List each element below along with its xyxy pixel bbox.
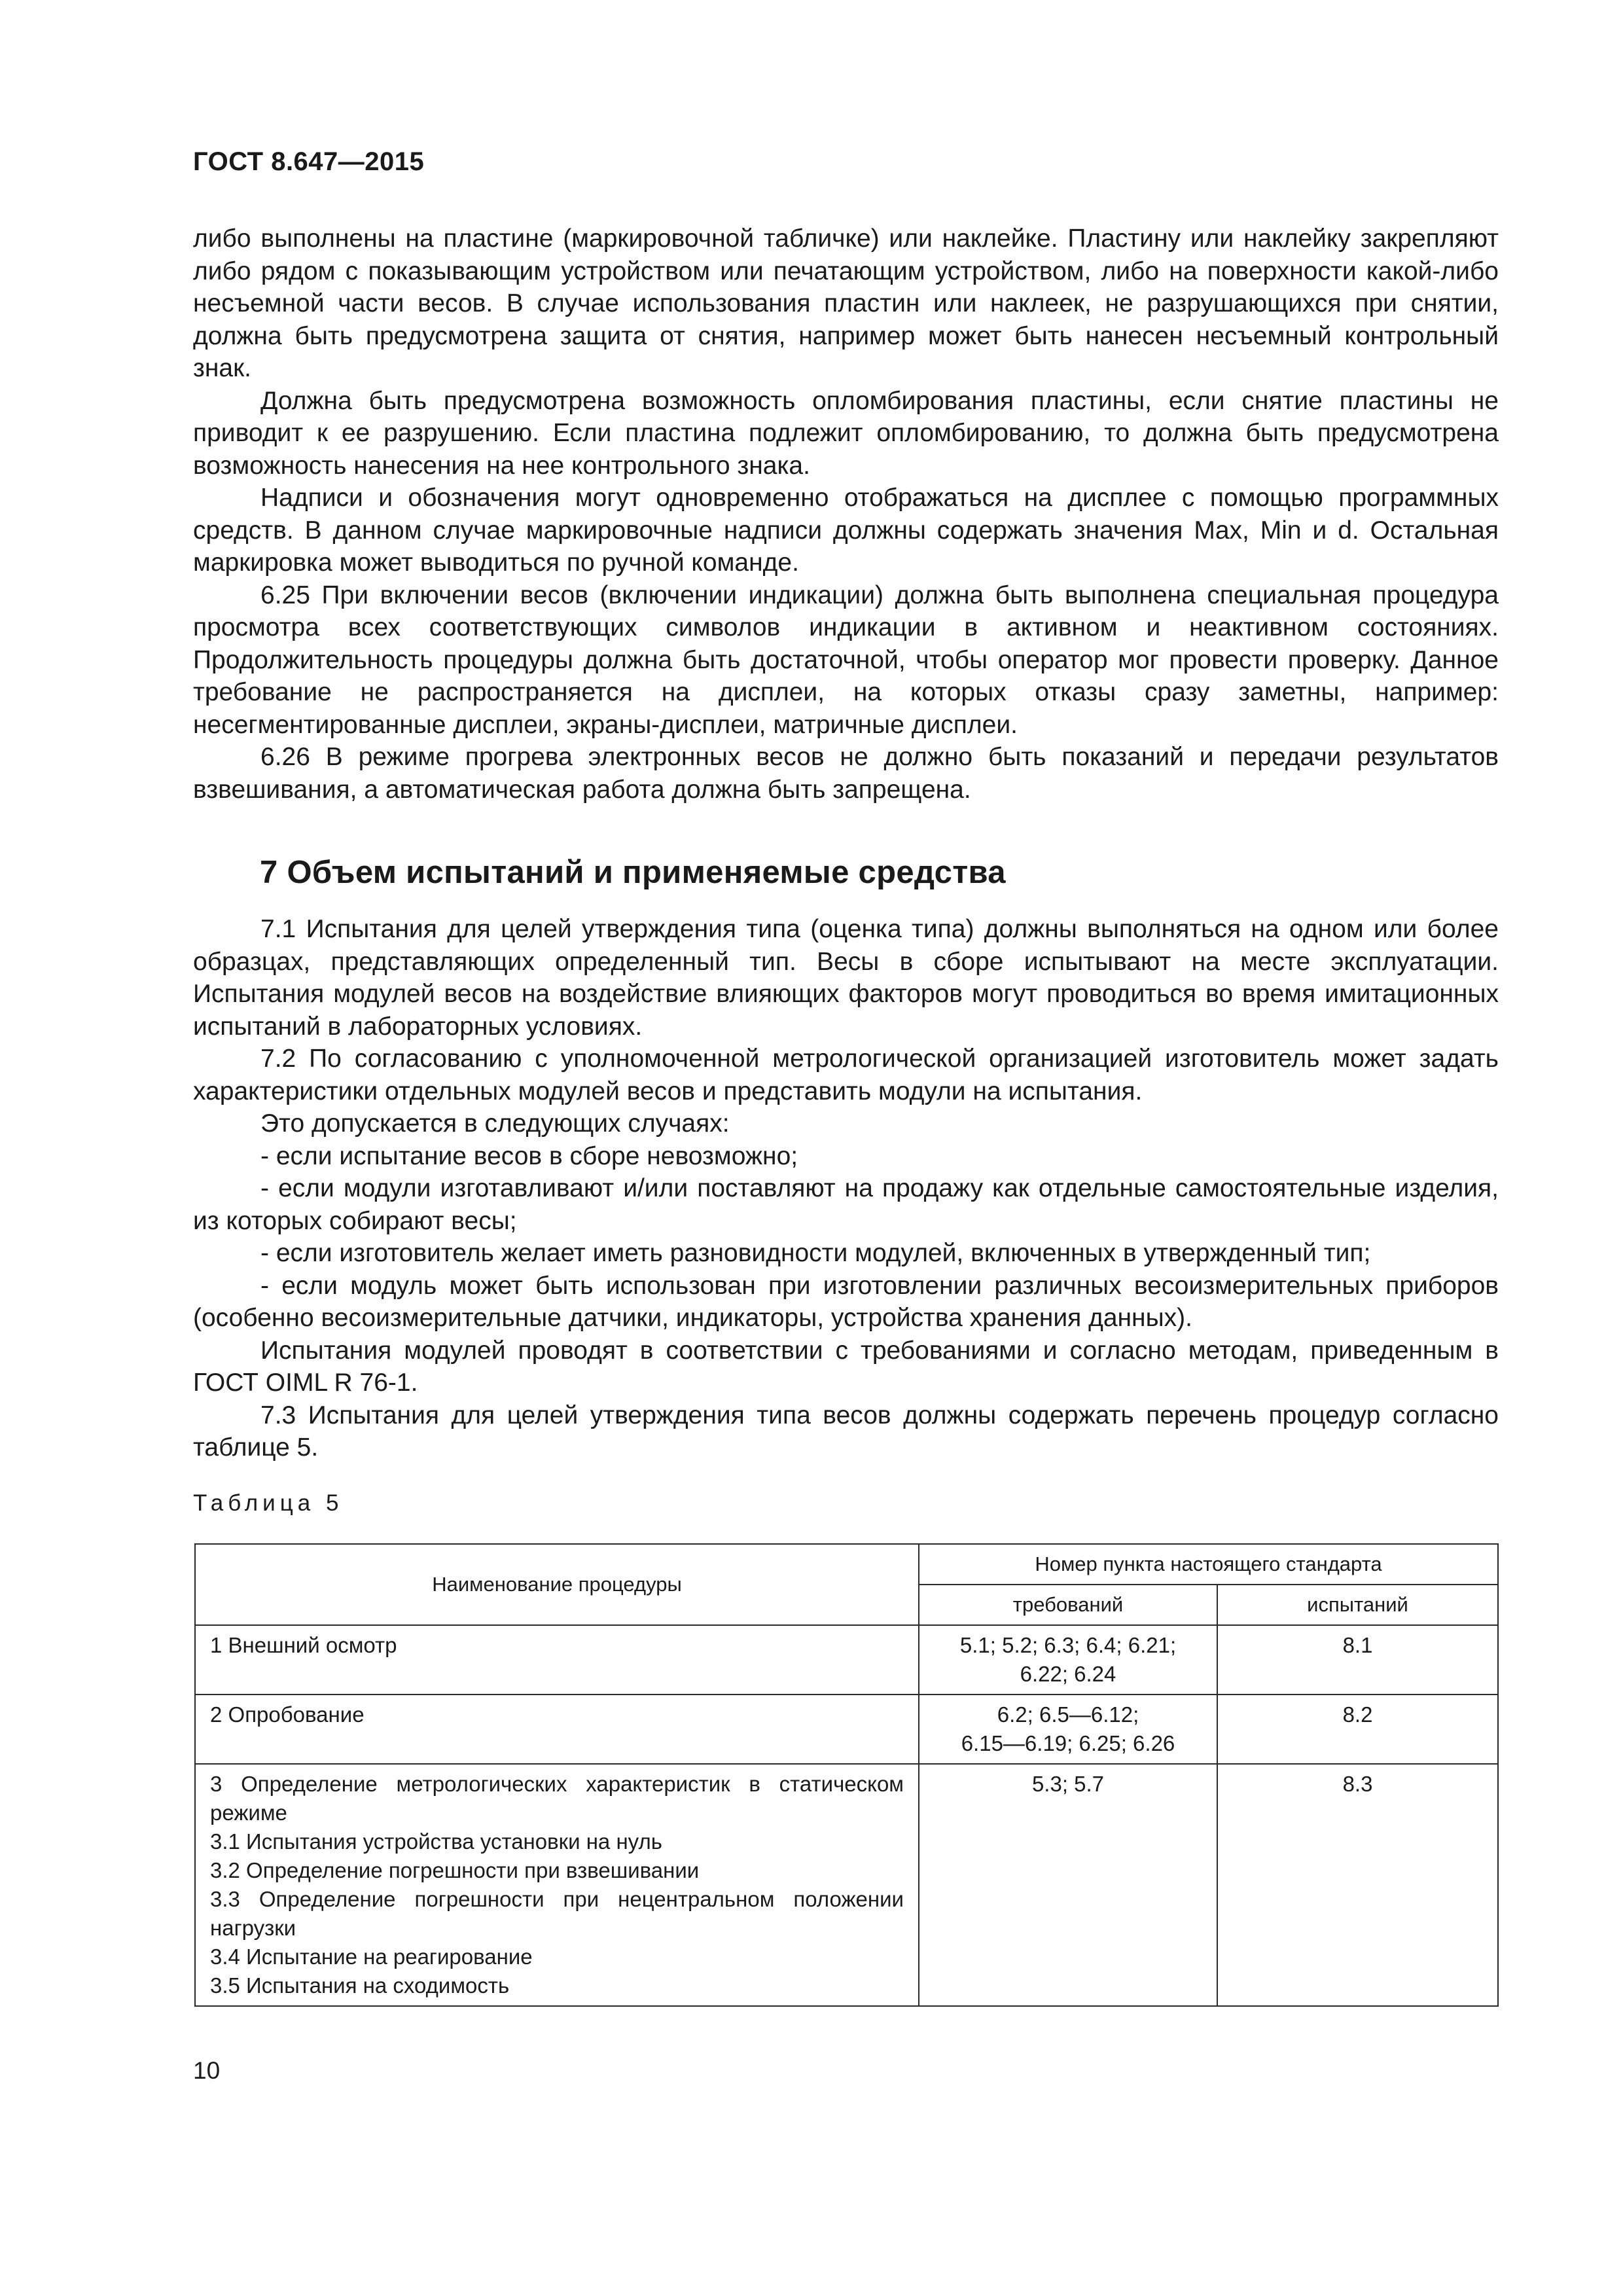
cell-line: 3.5 Испытания на сходимость	[210, 1973, 510, 1998]
cell-line: 5.3; 5.7	[1031, 1772, 1105, 1796]
cell-line: 6.22; 6.24	[1020, 1662, 1116, 1686]
column-header-requirements: требований	[919, 1585, 1217, 1625]
table-row	[195, 1695, 1498, 1764]
cell-procedure	[195, 1625, 919, 1695]
cell-tests: 8.3	[1217, 1764, 1498, 2006]
column-header-group: Номер пункта настоящего стандарта	[919, 1544, 1498, 1585]
cell-tests: 8.2	[1217, 1695, 1498, 1764]
list-item: - если испытание весов в сборе невозможно;	[260, 1141, 798, 1170]
cell-line: 3.3 Определение погрешности при нецентральном положении нагрузки	[210, 1887, 904, 1940]
paragraph: 6.25 При включении весов (включении индикации) должна быть выполнена специальная процедура просмотра всех соответствующих символов индикации в активном и неактивном состояниях. Продолжительность процедуры должна быть достаточной, чтобы оператор мог провести проверку. Данное требование не распространяется на дисплеи, на которых отказы сразу заметны, например: несегментированные дисплеи, экраны-дисплеи, матричные дисплеи.	[193, 581, 1499, 739]
cell-line: 1 Внешний осмотр	[210, 1633, 397, 1657]
paragraph: Испытания модулей проводят в соответствии с требованиями и согласно методам, приведенным в ГОСТ OIML R 76-1.	[193, 1336, 1499, 1397]
paragraph: 7.1 Испытания для целей утверждения типа (оценка типа) должны выполняться на одном или более образцах, представляющих определенный тип. Весы в сборе испытывают на месте эксплуатации. Испытания модулей весов на воздействие влияющих факторов могут проводиться во время имитационных испытаний в лабораторных условиях.	[193, 915, 1499, 1041]
cell-line: 2 Опробование	[210, 1702, 365, 1727]
column-header-tests: испытаний	[1217, 1585, 1498, 1625]
cell-procedure	[195, 1695, 919, 1764]
cell-line: 3.1 Испытания устройства установки на нуль	[210, 1829, 662, 1854]
body-text-section	[193, 913, 1499, 1464]
list-item: - если модули изготавливают и/или поставляют на продажу как отдельные самостоятельные изделия, из которых собирают весы;	[193, 1174, 1499, 1235]
cell-line: 3.2 Определение погрешности при взвешивании	[210, 1858, 700, 1882]
table-caption: Таблица 5	[193, 1490, 344, 1516]
table-row	[195, 1764, 1498, 2006]
cell-line: 6.15—6.19; 6.25; 6.26	[961, 1731, 1175, 1755]
cell-requirements	[919, 1764, 1217, 2006]
paragraph: 7.3 Испытания для целей утверждения типа весов должны содержать перечень процедур согласно таблице 5.	[193, 1401, 1499, 1462]
paragraph: либо выполнены на пластине (маркировочной табличке) или наклейке. Пластину или наклейку закрепляют либо рядом с показывающим устройством или печатающим устройством, либо на поверхности какой-либо несъемной части весов. В случае использования пластин или наклеек, не разрушающихся при снятии, должна быть предусмотрена защита от снятия, например может быть нанесен несъемный контрольный знак.	[193, 224, 1499, 382]
section-heading: 7 Объем испытаний и применяемые средства	[260, 855, 1006, 890]
cell-requirements	[919, 1625, 1217, 1695]
paragraph: Это допускается в следующих случаях:	[260, 1109, 730, 1138]
cell-requirements	[919, 1695, 1217, 1764]
paragraph: Должна быть предусмотрена возможность опломбирования пластины, если снятие пластины не приводит к ее разрушению. Если пластина подлежит опломбированию, то должна быть предусмотрена возможность нанесения на нее контрольного знака.	[193, 386, 1499, 480]
paragraph: Надписи и обозначения могут одновременно отображаться на дисплее с помощью программных средств. В данном случае маркировочные надписи должны содержать значения Max, Min и d. Остальная маркировка может выводиться по ручной команде.	[193, 484, 1499, 577]
page-number: 10	[193, 2057, 221, 2084]
cell-line: 6.2; 6.5—6.12;	[997, 1702, 1139, 1727]
column-header-name: Наименование процедуры	[195, 1544, 919, 1625]
cell-procedure	[195, 1764, 919, 2006]
paragraph: 7.2 По согласованию с уполномоченной метрологической организацией изготовитель может задать характеристики отдельных модулей весов и представить модули на испытания.	[193, 1045, 1499, 1105]
document-header-code: ГОСТ 8.647—2015	[193, 147, 425, 176]
cell-line: 3.4 Испытание на реагирование	[210, 1945, 533, 1969]
paragraph: 6.26 В режиме прогрева электронных весов не должно быть показаний и передачи результатов взвешивания, а автоматическая работа должна быть запрещена.	[193, 743, 1499, 804]
cell-tests: 8.1	[1217, 1625, 1498, 1695]
cell-line: 5.1; 5.2; 6.3; 6.4; 6.21;	[959, 1633, 1177, 1657]
body-text-top	[193, 223, 1499, 806]
procedures-table	[194, 1543, 1499, 2007]
list-item: - если изготовитель желает иметь разновидности модулей, включенных в утвержденный тип;	[260, 1239, 1371, 1267]
cell-line: 3 Определение метрологических характеристик в статическом режиме	[210, 1772, 904, 1825]
table-row	[195, 1625, 1498, 1695]
list-item: - если модуль может быть использован при изготовлении различных весоизмерительных приборов (особенно весоизмерительные датчики, индикаторы, устройства хранения данных).	[193, 1271, 1499, 1332]
